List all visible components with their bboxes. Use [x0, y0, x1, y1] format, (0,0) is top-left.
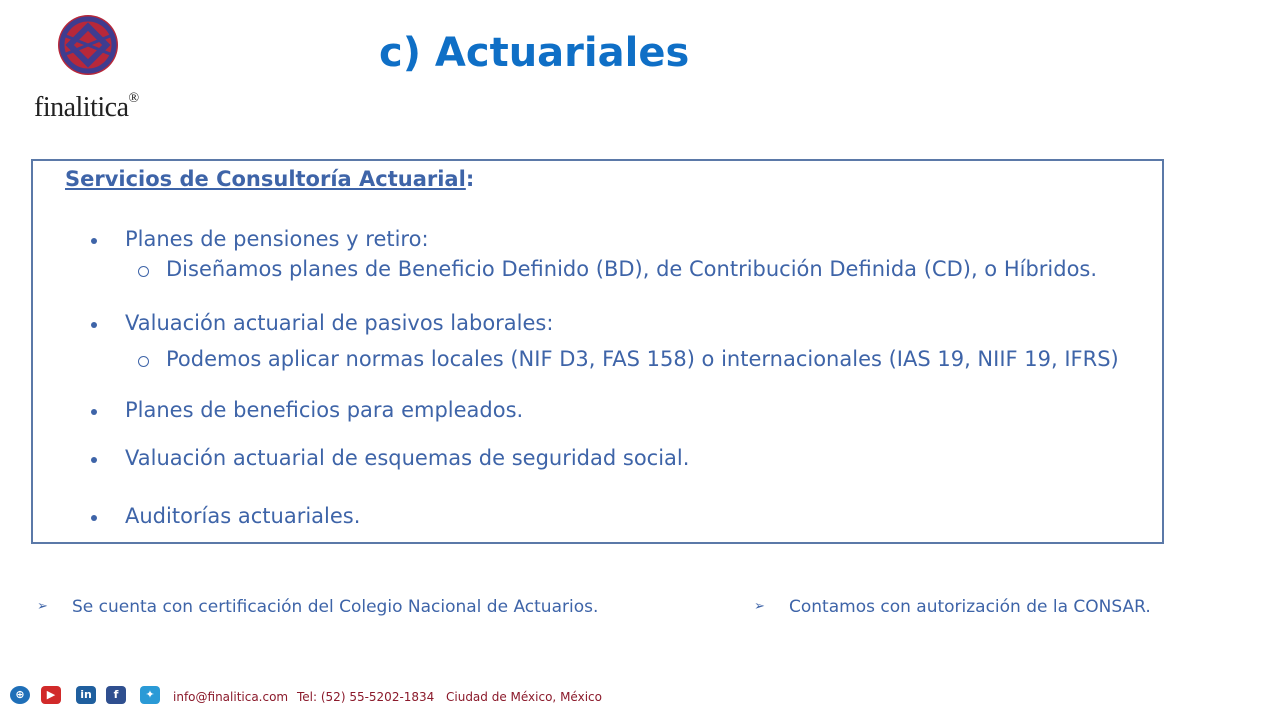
- logo-mark-icon: [56, 12, 120, 78]
- logo-wordmark: finalitica®: [34, 90, 139, 123]
- twitter-icon[interactable]: ✦: [140, 686, 160, 704]
- footer-phone: Tel: (52) 55-5202-1834: [297, 690, 435, 704]
- arrow-bullet-icon: ➢: [37, 599, 48, 614]
- services-box: Servicios de Consultoría Actuarial: Planes de pensiones y retiro: Diseñamos planes de Beneficio Definido (BD), de Contribución Definida (CD), o Híbridos. Valuación actuarial de pasivos laborales: Podemos aplicar normas locales (NIF D3, FAS 158) o internacionales (IAS 19, NIIF 19, IFRS) Planes de beneficios para empleados. Valuación actuarial de esquemas de seguridad social. Auditorías actuariales.: [31, 159, 1164, 544]
- bullet-icon: [91, 409, 97, 415]
- circle-bullet-icon: [138, 356, 149, 367]
- services-heading: Servicios de Consultoría Actuarial:: [65, 167, 475, 191]
- footer-location: Ciudad de México, México: [446, 690, 602, 704]
- finalitica-logo: [34, 12, 164, 122]
- bullet-icon: [91, 238, 97, 244]
- bullet-icon: [91, 515, 97, 521]
- web-icon[interactable]: ⊕: [10, 686, 30, 704]
- bullet-icon: [91, 322, 97, 328]
- arrow-bullet-icon: ➢: [754, 599, 765, 614]
- linkedin-icon[interactable]: in: [76, 686, 96, 704]
- youtube-icon[interactable]: ▶: [41, 686, 61, 704]
- bullet-icon: [91, 457, 97, 463]
- circle-bullet-icon: [138, 266, 149, 277]
- page-title: c) Actuariales: [379, 30, 690, 76]
- facebook-icon[interactable]: f: [106, 686, 126, 704]
- footer-email[interactable]: info@finalitica.com: [173, 690, 289, 704]
